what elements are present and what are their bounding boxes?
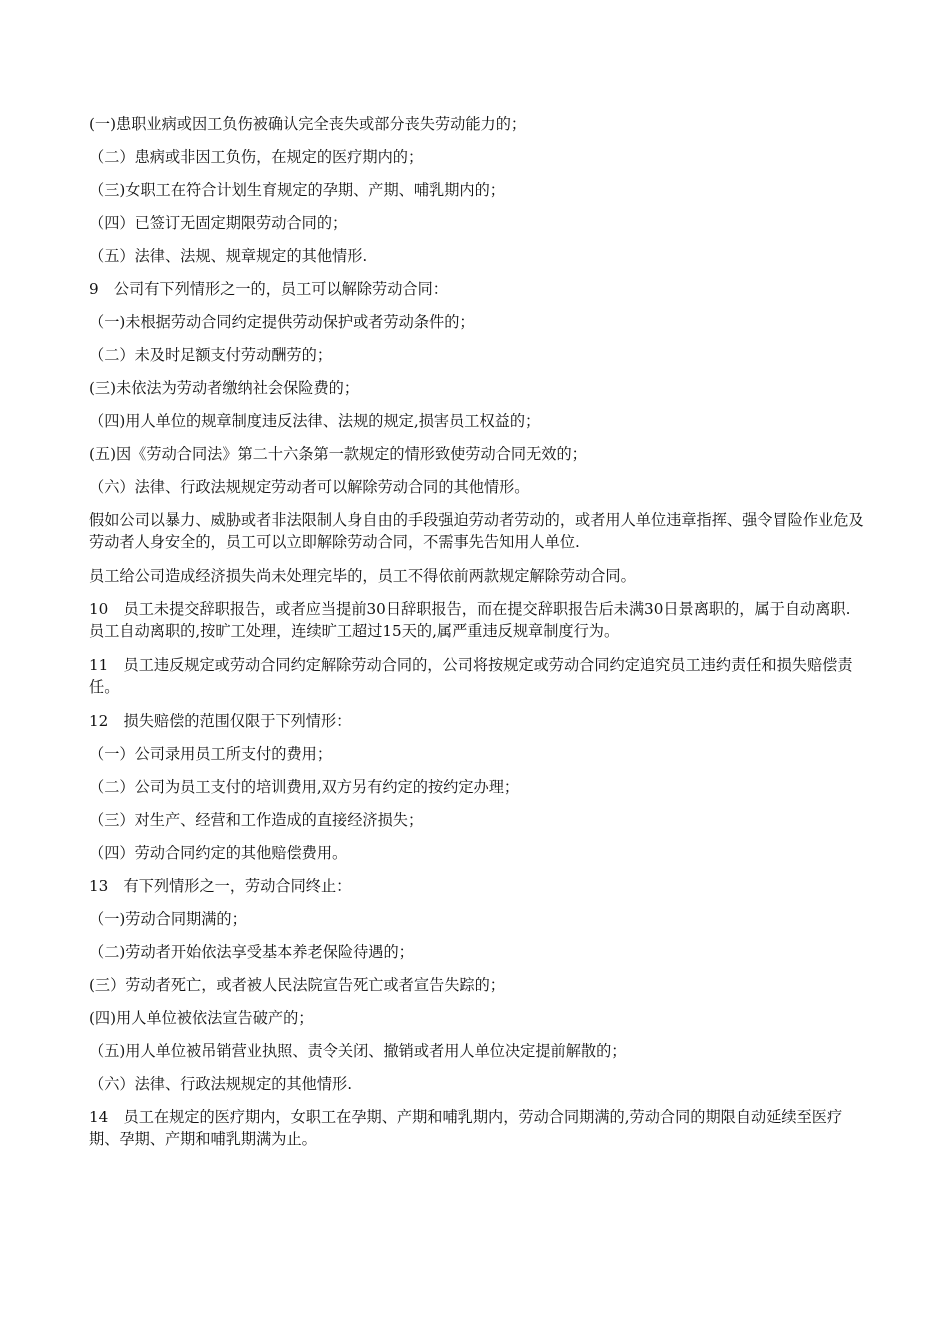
article-9-item-1: （一)未根据劳动合同约定提供劳动保护或者劳动条件的； xyxy=(89,313,475,331)
article-9-item-6: （六）法律、行政法规规定劳动者可以解除劳动合同的其他情形。 xyxy=(89,478,530,496)
paragraph-1-1: (一)患职业病或因工负伤被确认完全丧失或部分丧失劳动能力的； xyxy=(89,115,527,133)
paragraph-1-3: （三)女职工在符合计划生育规定的孕期、产期、哺乳期内的； xyxy=(89,181,505,199)
article-13-item-2: （二)劳动者开始依法享受基本养老保险待遇的； xyxy=(89,943,414,961)
article-9-item-2: （二）未及时足额支付劳动酬劳的； xyxy=(89,346,332,364)
article-9-item-4: （四)用人单位的规章制度违反法律、法规的规定,损害员工权益的； xyxy=(89,412,541,430)
article-9-paragraph-immediate: 假如公司以暴力、威胁或者非法限制人身自由的手段强迫劳动者劳动的，或者用人单位违章指挥、强令冒险作业危及劳动者人身安全的，员工可以立即解除劳动合同，不需事先告知用人单位. xyxy=(89,511,864,551)
paragraph-1-5: （五）法律、法规、规章规定的其他情形. xyxy=(89,247,368,265)
article-13-item-4: (四)用人单位被依法宣告破产的； xyxy=(89,1009,314,1027)
paragraph-1-2: （二）患病或非因工负伤，在规定的医疗期内的； xyxy=(89,148,424,166)
article-9-paragraph-restriction: 员工给公司造成经济损失尚未处理完毕的，员工不得依前两款规定解除劳动合同。 xyxy=(89,567,636,585)
article-12-item-3: （三）对生产、经营和工作造成的直接经济损失； xyxy=(89,811,424,829)
paragraph-1-4: （四）已签订无固定期限劳动合同的； xyxy=(89,214,348,232)
article-9-item-5: (五)因《劳动合同法》第二十六条第一款规定的情形致使劳动合同无效的； xyxy=(89,445,587,463)
article-14: 14 员工在规定的医疗期内，女职工在孕期、产期和哺乳期内，劳动合同期满的,劳动合同的期限自动延续至医疗期、孕期、产期和哺乳期满为止。 xyxy=(89,1108,843,1148)
article-13-item-6: （六）法律、行政法规规定的其他情形. xyxy=(89,1075,353,1093)
article-12-item-2: （二）公司为员工支付的培训费用,双方另有约定的按约定办理； xyxy=(89,778,520,796)
article-13-item-1: （一)劳动合同期满的； xyxy=(89,910,247,928)
article-13-heading: 13 有下列情形之一，劳动合同终止： xyxy=(89,877,352,895)
article-12-item-1: （一）公司录用员工所支付的费用； xyxy=(89,745,332,763)
article-13-item-3: (三）劳动者死亡，或者被人民法院宣告死亡或者宣告失踪的； xyxy=(89,976,505,994)
article-9-heading: 9 公司有下列情形之一的，员工可以解除劳动合同： xyxy=(89,280,448,298)
article-11: 11 员工违反规定或劳动合同约定解除劳动合同的，公司将按规定或劳动合同约定追究员工违约责任和损失赔偿责任。 xyxy=(89,656,853,696)
article-13-item-5: （五)用人单位被吊销营业执照、责令关闭、撤销或者用人单位决定提前解散的； xyxy=(89,1042,627,1060)
article-12-heading: 12 损失赔偿的范围仅限于下列情形： xyxy=(89,712,352,730)
article-12-item-4: （四）劳动合同约定的其他赔偿费用。 xyxy=(89,844,348,862)
document-body xyxy=(89,113,864,1162)
article-10: 10 员工未提交辞职报告，或者应当提前30日辞职报告，而在提交辞职报告后未满30日景离职的，属于自动离职.员工自动离职的,按旷工处理，连续旷工超过15天的,属严重违反规章制度行为。 xyxy=(89,600,851,640)
article-9-item-3: (三)未依法为劳动者缴纳社会保险费的； xyxy=(89,379,360,397)
